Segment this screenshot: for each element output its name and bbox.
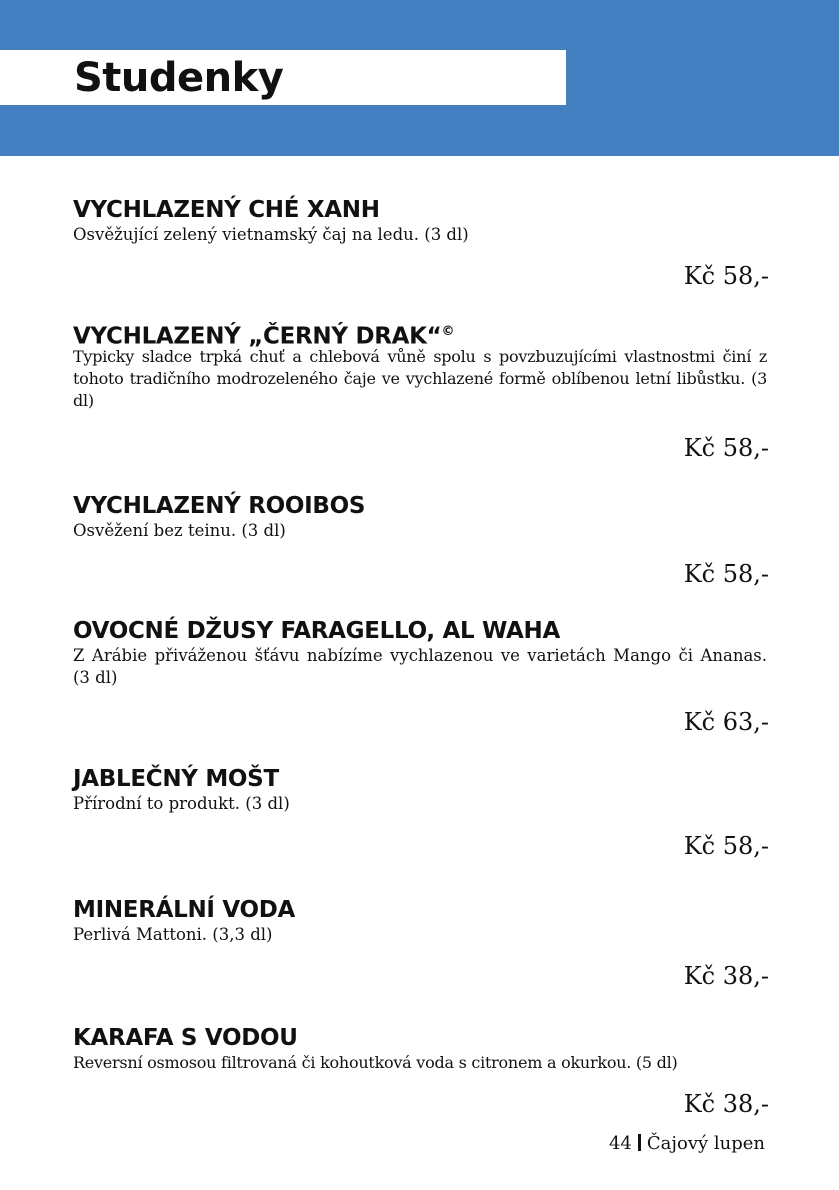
item-name: JABLEČNÝ MOŠT <box>73 766 279 792</box>
item-price: Kč 38,- <box>683 1090 769 1118</box>
item-description: Typicky sladce trpká chuť a chlebová vůně spolu s povzbuzujícími vlastnostmi činí z tohoto tradičního modrozeleného čaje ve vychlazené formě oblíbenou letní libůstku. (3 dl) <box>73 347 767 410</box>
item-name: OVOCNÉ DŽUSY FARAGELLO, AL WAHA <box>73 618 561 644</box>
page-number: 44 <box>608 1133 632 1154</box>
item-description: Reversní osmosou filtrovaná či kohoutková voda s citronem a okurkou. (5 dl) <box>73 1053 678 1072</box>
item-name: KARAFA S VODOU <box>73 1025 298 1051</box>
publication-name: Čajový lupen <box>646 1133 765 1154</box>
item-price: Kč 58,- <box>683 560 769 588</box>
item-name: VYCHLAZENÝ ROOIBOS <box>73 493 366 519</box>
item-price: Kč 58,- <box>683 434 769 462</box>
item-description: Z Arábie přiváženou šťávu nabízíme vychlazenou ve varietách Mango či Ananas. (3 dl) <box>73 646 767 687</box>
copyright-mark: © <box>441 324 455 339</box>
item-description: Perlivá Mattoni. (3,3 dl) <box>73 925 273 944</box>
item-name: VYCHLAZENÝ CHÉ XANH <box>73 197 380 223</box>
footer-separator <box>638 1134 641 1151</box>
page-title: Studenky <box>74 55 284 101</box>
page-footer <box>609 1132 765 1156</box>
item-description: Osvěžující zelený vietnamský čaj na ledu. (3 dl) <box>73 225 469 244</box>
item-price: Kč 38,- <box>683 962 769 990</box>
item-description: Osvěžení bez teinu. (3 dl) <box>73 521 286 540</box>
item-price: Kč 58,- <box>683 832 769 860</box>
item-name-text: VYCHLAZENÝ „ČERNÝ DRAK“ <box>73 323 442 350</box>
item-price: Kč 63,- <box>683 708 769 736</box>
item-name: MINERÁLNÍ VODA <box>73 897 296 923</box>
item-price: Kč 58,- <box>683 262 769 290</box>
item-description: Přírodní to produkt. (3 dl) <box>73 794 290 813</box>
